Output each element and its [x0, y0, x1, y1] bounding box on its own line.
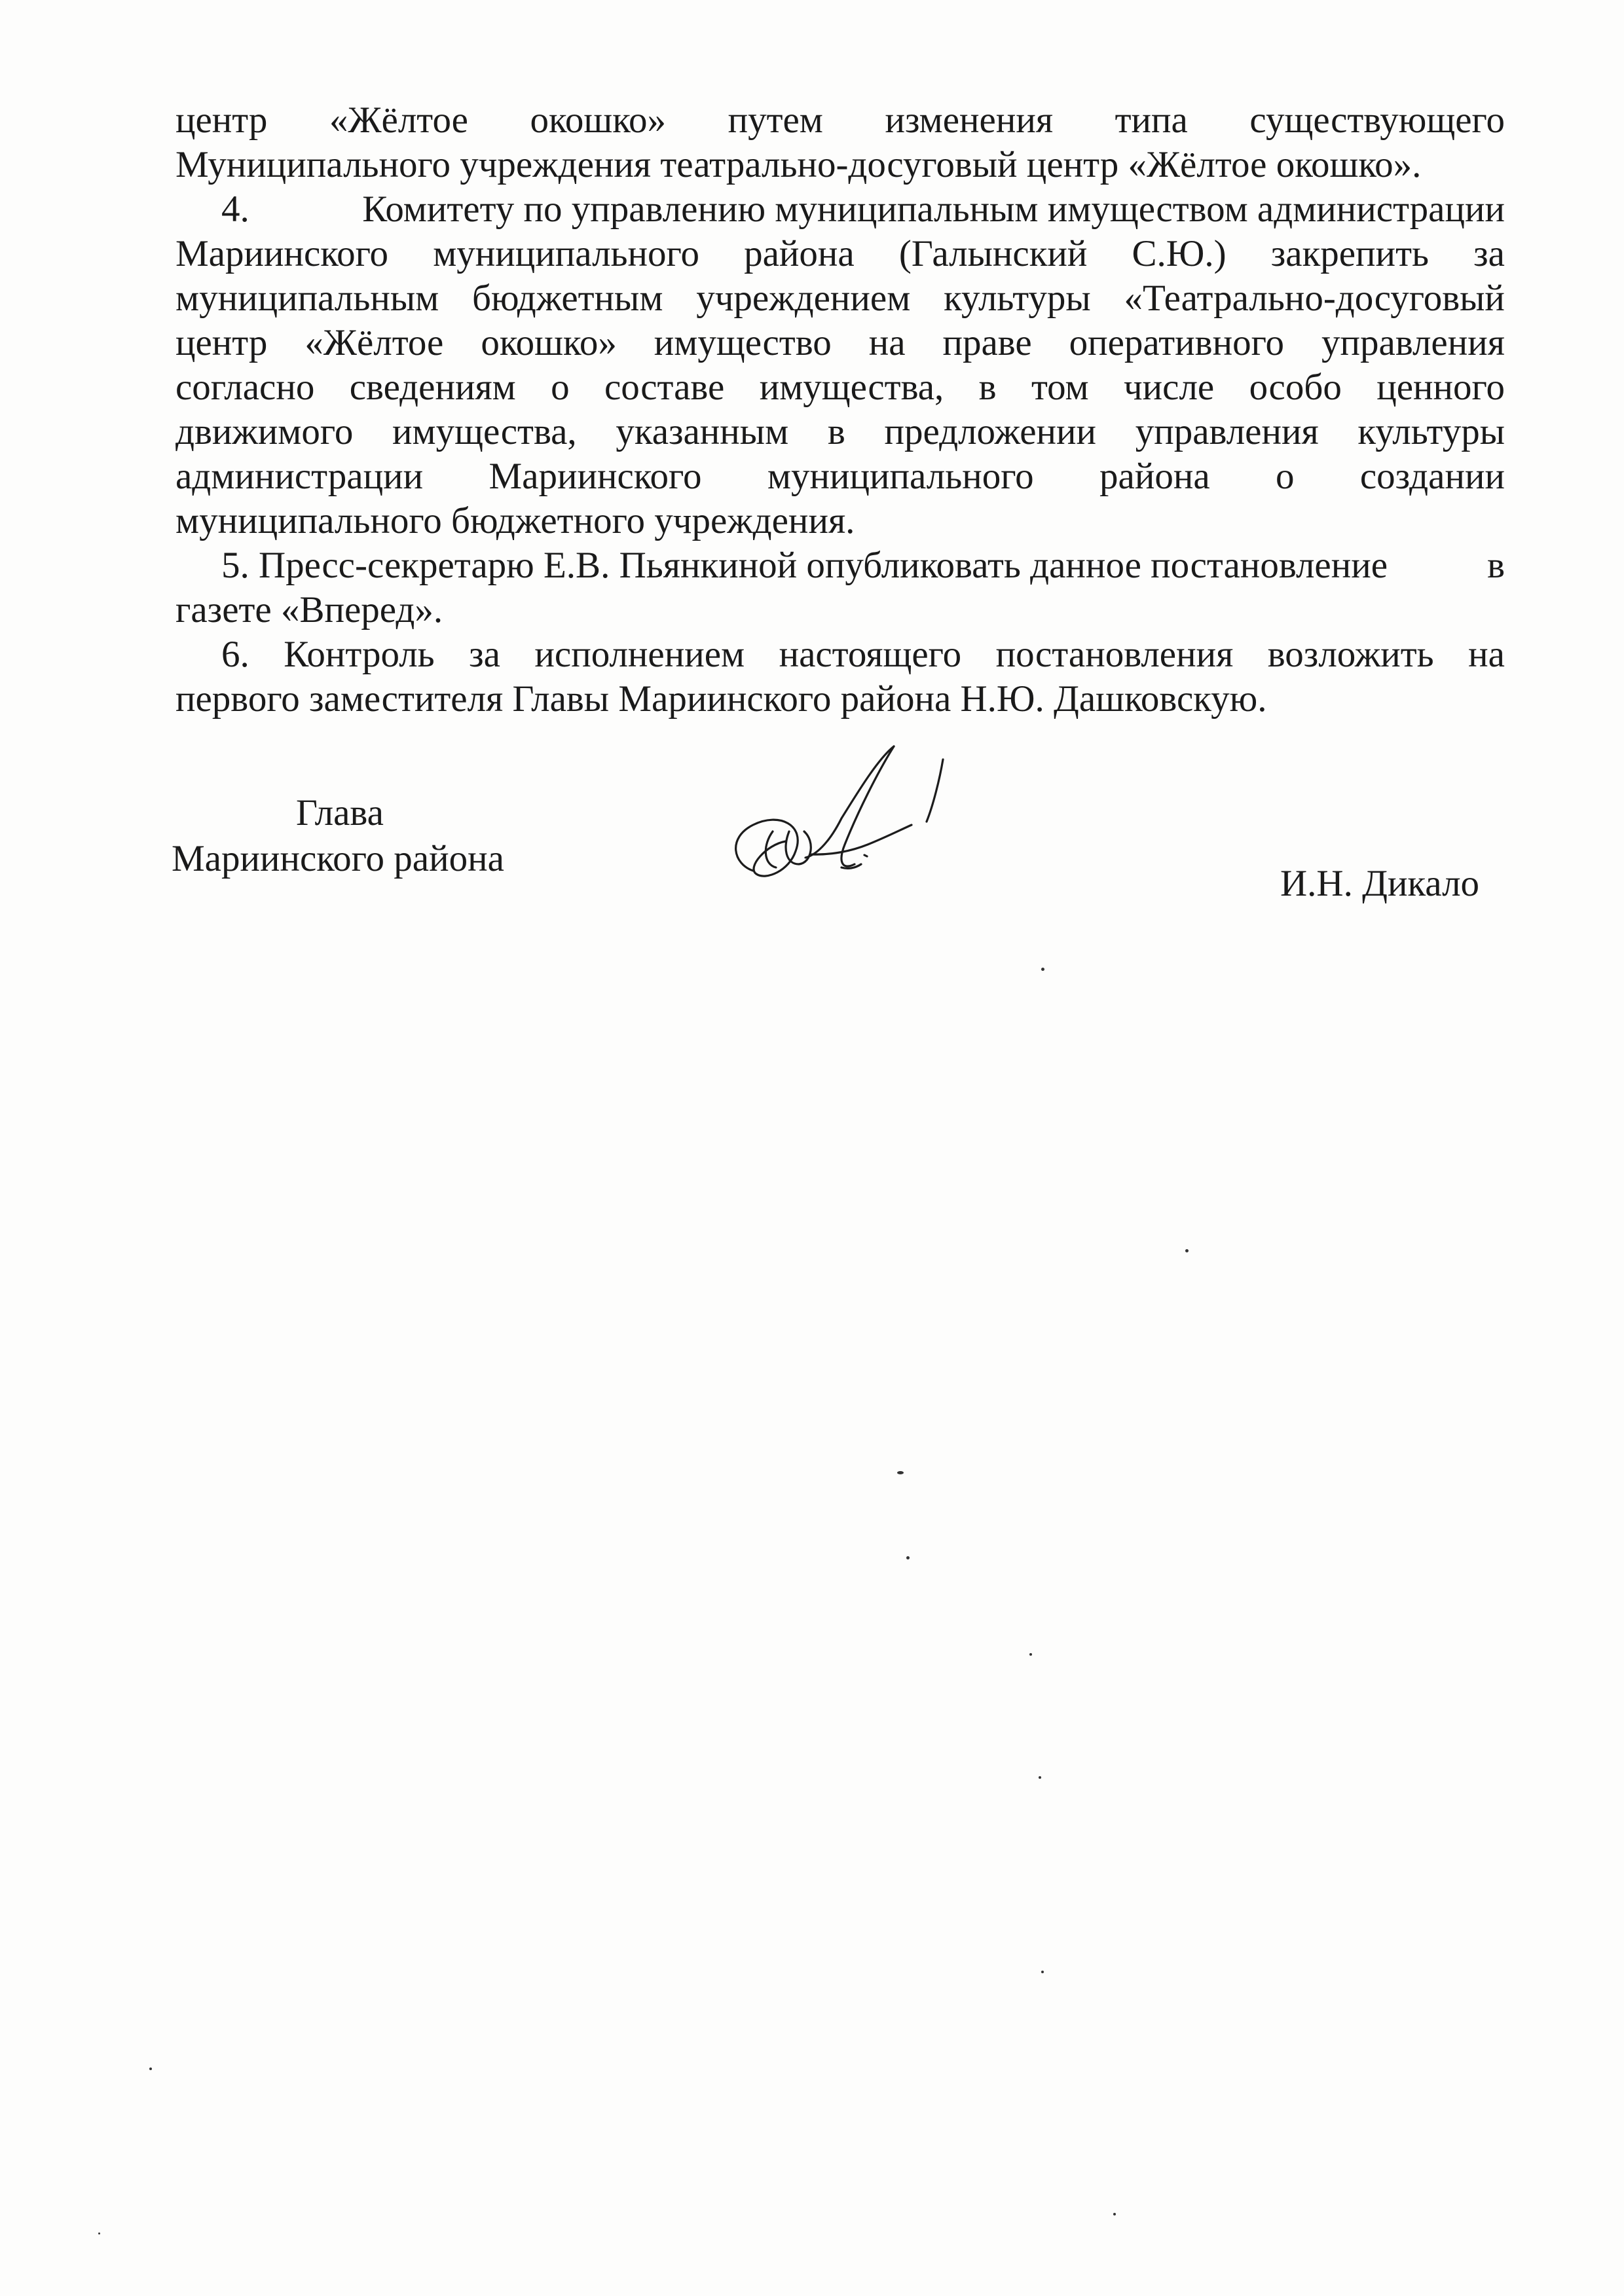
- scan-speck: [1041, 968, 1044, 971]
- body-word: предложении: [884, 411, 1097, 452]
- body-word: указанным: [616, 411, 789, 452]
- body-line: муниципального бюджетного учреждения.: [175, 500, 855, 541]
- body-word: на: [868, 322, 906, 363]
- body-word: «Жёлтое: [304, 322, 444, 363]
- scan-speck: [906, 1556, 910, 1559]
- body-word: муниципального: [433, 233, 699, 274]
- body-word: на: [1468, 634, 1505, 675]
- body-word: имущества,: [759, 367, 944, 408]
- body-word: Комитету по управлению муниципальным имуществом администрации: [362, 189, 1505, 230]
- body-word: бюджетным: [472, 278, 663, 319]
- scan-speck: [897, 1471, 904, 1474]
- body-word: «Театрально-досуговый: [1124, 278, 1505, 319]
- body-word: изменения: [885, 100, 1054, 141]
- body-line: [175, 276, 1505, 321]
- body-word: «Жёлтое: [329, 100, 468, 141]
- body-word: центр: [175, 100, 268, 141]
- body-word: Мариинского: [175, 233, 389, 274]
- body-word: типа: [1115, 100, 1188, 141]
- body-word: особо: [1249, 367, 1342, 408]
- body-word: Мариинского: [489, 456, 702, 497]
- body-word: окошко»: [530, 100, 667, 141]
- document-body: [175, 98, 1505, 721]
- body-word: закрепить: [1270, 233, 1429, 274]
- body-word: окошко»: [481, 322, 617, 363]
- body-word: 5. Пресс-секретарю Е.В. Пьянкиной опубликовать данное постановление: [221, 545, 1388, 586]
- body-word: муниципальным: [175, 278, 439, 319]
- body-word: района: [1099, 456, 1210, 497]
- body-word: ценного: [1376, 367, 1505, 408]
- body-word: управления: [1135, 411, 1319, 452]
- scan-speck: [149, 2068, 152, 2070]
- body-word: в: [827, 411, 845, 452]
- body-word: оперативного: [1069, 322, 1285, 363]
- body-word: путем: [728, 100, 823, 141]
- body-word: согласно: [175, 367, 315, 408]
- scan-speck: [1113, 2213, 1116, 2215]
- scan-speck: [98, 2232, 100, 2234]
- body-line: [175, 410, 1505, 454]
- body-word: имущество: [654, 322, 832, 363]
- body-word: 6.: [221, 634, 249, 675]
- body-word: в: [1487, 545, 1505, 586]
- body-word: за: [1473, 233, 1505, 274]
- body-word: о: [551, 367, 570, 408]
- signatory-position-district: Мариинского района: [172, 838, 504, 879]
- body-word: управления: [1321, 322, 1505, 363]
- signatory-position-title: Глава: [296, 792, 384, 833]
- body-word: имущества,: [392, 411, 577, 452]
- body-word: сведениям: [349, 367, 516, 408]
- body-word: (Галынский: [898, 233, 1088, 274]
- body-word: том: [1031, 367, 1089, 408]
- body-word: числе: [1124, 367, 1215, 408]
- body-line: [175, 98, 1505, 143]
- body-line: [175, 365, 1505, 410]
- body-word: постановления: [995, 634, 1234, 675]
- body-word: центр: [175, 322, 268, 363]
- body-word: Контроль: [284, 634, 435, 675]
- body-line: [175, 232, 1505, 276]
- body-line: [175, 187, 1505, 232]
- body-word: о: [1276, 456, 1295, 497]
- body-line: газете «Вперед».: [175, 589, 443, 630]
- body-line: Муниципального учреждения театрально-досуговый центр «Жёлтое окошко».: [175, 144, 1422, 185]
- handwritten-signature: [727, 733, 1002, 917]
- body-word: учреждением: [696, 278, 911, 319]
- body-line: [175, 632, 1505, 677]
- body-word: администрации: [175, 456, 424, 497]
- body-word: в: [978, 367, 997, 408]
- body-word: существующего: [1249, 100, 1505, 141]
- body-word: настоящего: [779, 634, 962, 675]
- scan-speck: [1185, 1249, 1189, 1252]
- body-word: культуры: [1357, 411, 1505, 452]
- body-word: за: [469, 634, 500, 675]
- body-word: праве: [942, 322, 1032, 363]
- body-line: [175, 321, 1505, 365]
- scan-speck: [1039, 1776, 1041, 1779]
- scan-speck: [1029, 1653, 1032, 1656]
- body-line: [175, 454, 1505, 499]
- body-word: 4.: [221, 189, 249, 230]
- body-word: исполнением: [534, 634, 745, 675]
- body-word: С.Ю.): [1132, 233, 1227, 274]
- signatory-name: И.Н. Дикало: [1280, 863, 1480, 904]
- body-word: возложить: [1267, 634, 1434, 675]
- body-word: создании: [1359, 456, 1505, 497]
- body-word: района: [744, 233, 855, 274]
- body-line: первого заместителя Главы Мариинского района Н.Ю. Дашковскую.: [175, 678, 1267, 720]
- body-line: [175, 543, 1505, 588]
- scan-speck: [1041, 1971, 1044, 1973]
- body-word: составе: [604, 367, 725, 408]
- body-word: культуры: [944, 278, 1091, 319]
- body-word: движимого: [175, 411, 354, 452]
- body-word: муниципального: [767, 456, 1034, 497]
